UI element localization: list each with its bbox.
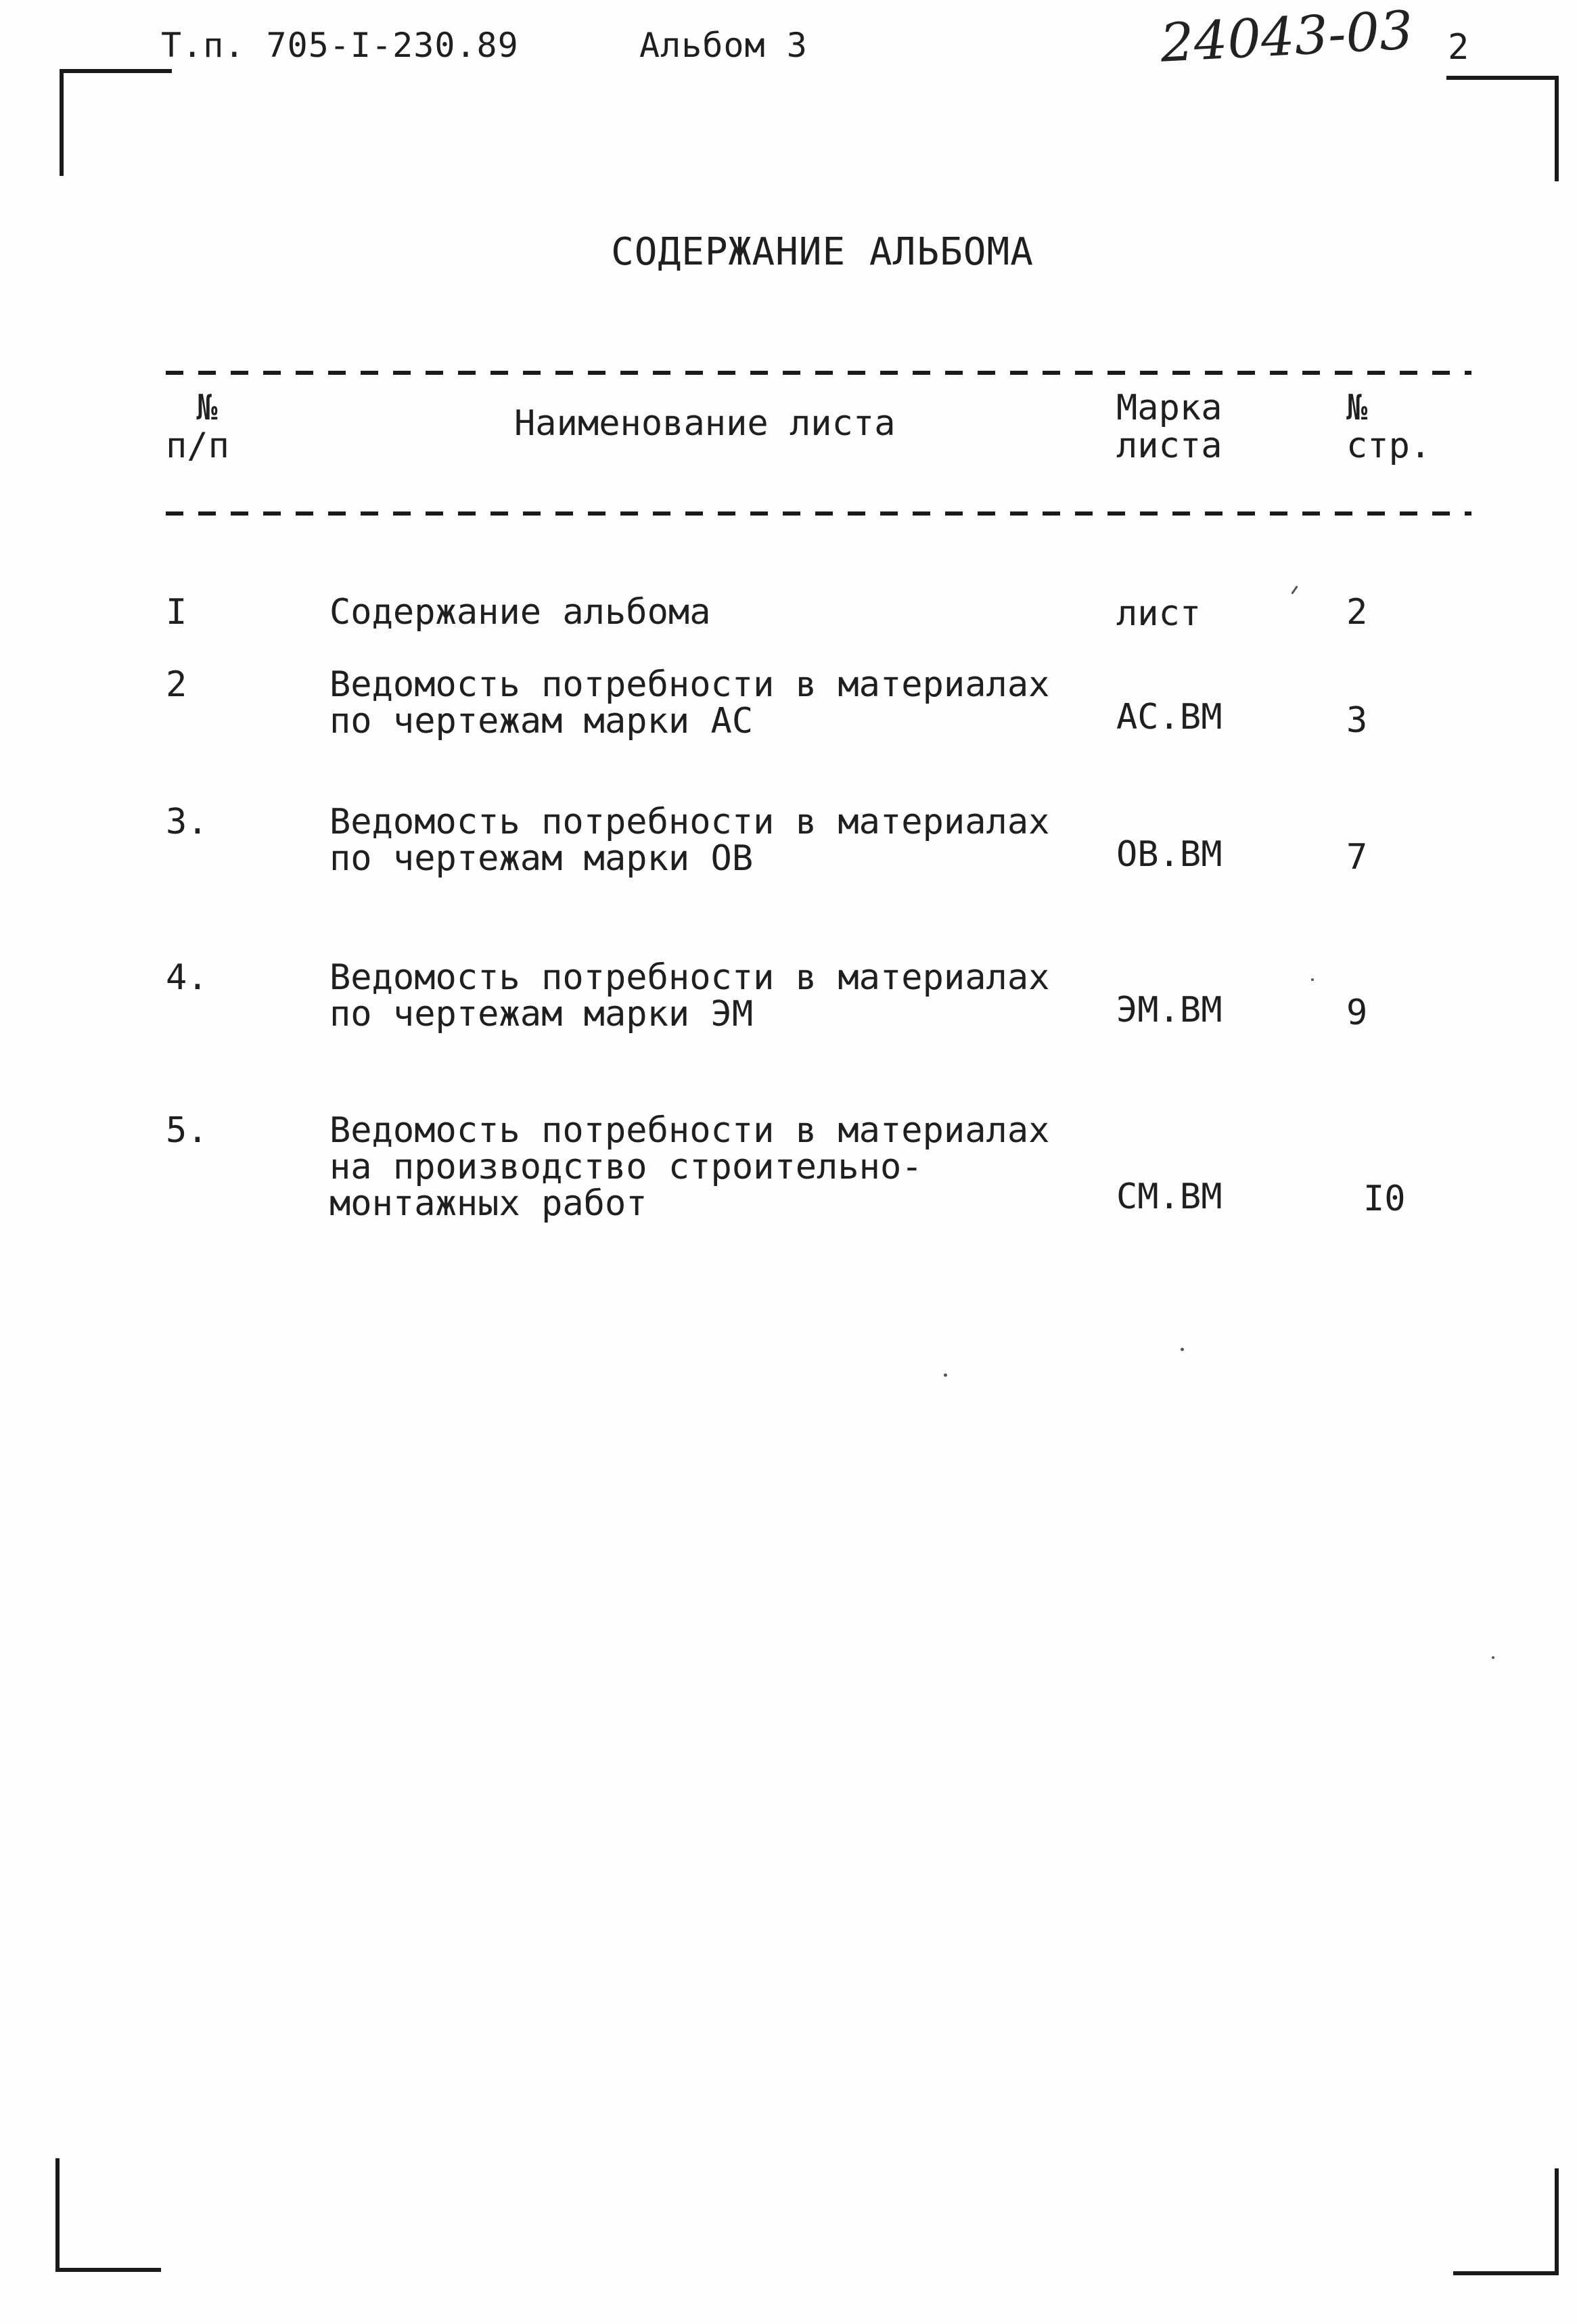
column-header-page-line2: стр. <box>1346 426 1432 466</box>
table-row-5-number: 5. <box>166 1110 208 1151</box>
page-title: СОДЕРЖАНИЕ АЛЬБОМА <box>611 230 1034 274</box>
column-header-mark-line2: листа <box>1116 426 1222 466</box>
table-row-2-name <box>329 664 1050 742</box>
table-row-5-name <box>329 1112 1049 1222</box>
column-header-number-line1: № <box>196 388 218 428</box>
column-header-page-line1: № <box>1346 388 1368 428</box>
table-row-4-name <box>329 959 1049 1032</box>
table-row-1-page: 2 <box>1346 592 1368 633</box>
scan-speck <box>1181 1348 1184 1351</box>
column-header-mark <box>1116 389 1222 465</box>
table-header-top-rule <box>166 371 1471 375</box>
table-row-3-page: 7 <box>1346 837 1368 878</box>
table-row-5-mark: СМ.ВМ <box>1116 1177 1222 1217</box>
table-row-3-name <box>329 804 1049 877</box>
table-row-4-number: 4. <box>166 957 208 998</box>
handwritten-inventory-number: 24043-03 <box>1158 0 1415 74</box>
table-row-5-page: I0 <box>1363 1179 1406 1219</box>
table-row-4-mark: ЭМ.ВМ <box>1116 990 1222 1030</box>
scan-speck <box>1492 1656 1494 1659</box>
table-row-5-name-line3: монтажных работ <box>329 1183 647 1224</box>
table-row-2-name-line1: Ведомость потребности в материалах <box>329 664 1050 705</box>
table-row-3-mark: ОВ.ВМ <box>1116 834 1222 875</box>
scan-speck <box>1291 585 1298 594</box>
table-row-2-name-line2: по чертежам марки АС <box>329 701 754 742</box>
album-label: Альбом 3 <box>639 26 808 65</box>
table-row-5-name-line2: на производство строительно- <box>329 1147 923 1187</box>
table-row-2-number: 2 <box>166 664 187 705</box>
table-row-5-name-line1: Ведомость потребности в материалах <box>329 1110 1050 1151</box>
corner-mark-bottom-right <box>1453 2168 1559 2275</box>
scan-speck <box>944 1373 947 1377</box>
corner-mark-bottom-left <box>55 2158 161 2272</box>
column-header-page <box>1346 389 1431 465</box>
table-row-1-name-line1: Содержание альбома <box>329 592 711 633</box>
corner-mark-top-right <box>1446 76 1559 181</box>
page-number: 2 <box>1448 27 1470 68</box>
table-row-3-name-line1: Ведомость потребности в материалах <box>329 802 1050 842</box>
table-row-3-number: 3. <box>166 802 208 842</box>
column-header-number <box>166 389 229 465</box>
scan-speck <box>1311 978 1314 981</box>
corner-mark-top-left <box>60 69 172 176</box>
table-row-4-page: 9 <box>1346 993 1368 1033</box>
table-row-4-name-line1: Ведомость потребности в материалах <box>329 957 1050 998</box>
table-row-1-number: I <box>166 592 187 633</box>
column-header-number-line2: п/п <box>166 426 229 466</box>
document-code: Т.п. 705-I-230.89 <box>161 26 519 65</box>
table-row-2-mark: АС.ВМ <box>1116 697 1222 737</box>
table-row-3-name-line2: по чертежам марки ОВ <box>329 838 754 879</box>
table-row-2-page: 3 <box>1346 700 1368 741</box>
table-row-1-mark: лист <box>1116 593 1202 634</box>
table-row-1-name <box>329 594 711 631</box>
column-header-name: Наименование листа <box>514 403 896 444</box>
column-header-mark-line1: Марка <box>1116 388 1222 428</box>
table-header-bottom-rule <box>166 511 1471 516</box>
table-row-4-name-line2: по чертежам марки ЭМ <box>329 994 754 1034</box>
